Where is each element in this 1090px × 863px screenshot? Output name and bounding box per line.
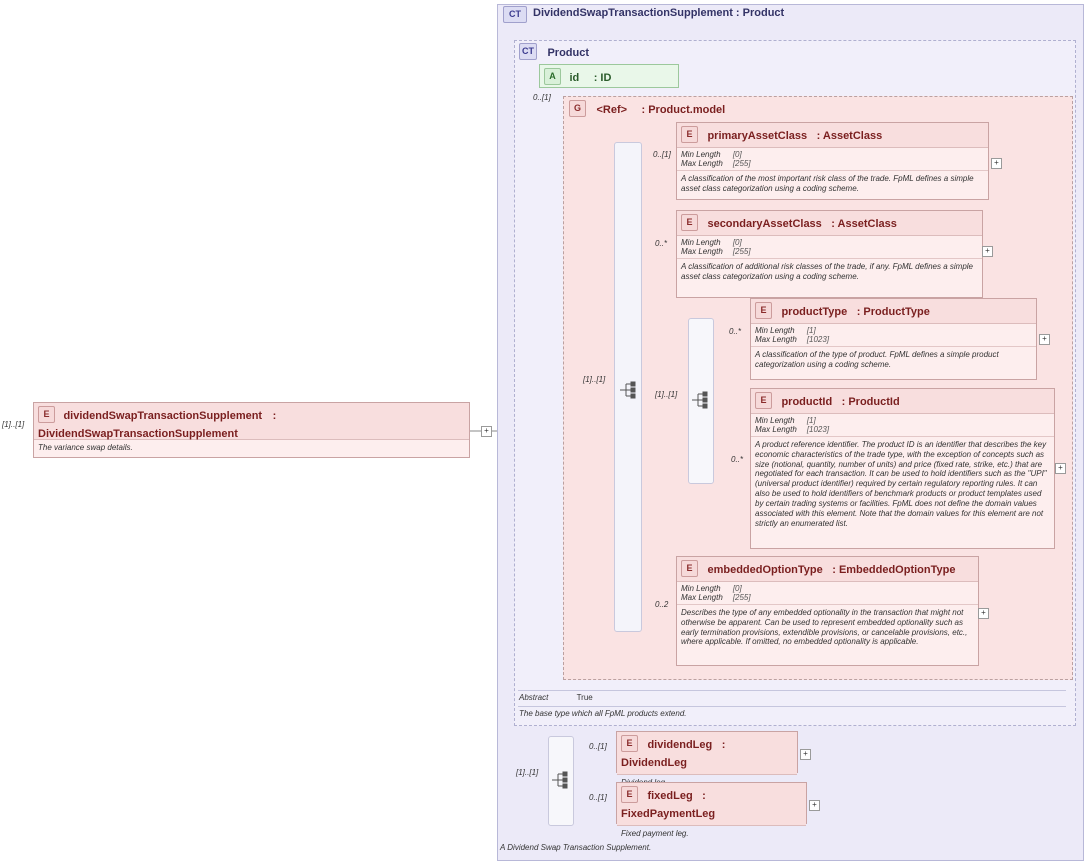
- element-productType[interactable]: [750, 298, 1037, 380]
- element-fixedLeg[interactable]: [616, 782, 807, 838]
- abstract-row: [519, 693, 593, 702]
- element-type: : ProductType: [856, 306, 930, 318]
- element-cardinality: 0..*: [655, 239, 668, 248]
- root-element-desc: The variance swap details.: [38, 443, 133, 452]
- element-name: embeddedOptionType: [707, 564, 823, 576]
- facet-value: [1]: [806, 326, 816, 335]
- element-embeddedOptionType[interactable]: [676, 556, 979, 666]
- element-icon: E: [755, 392, 772, 409]
- facet-value: [255]: [732, 247, 751, 256]
- facet-label: Min Length: [681, 238, 721, 247]
- element-icon: E: [621, 735, 638, 752]
- root-element-type: : DividendSwapTransactionSupplement: [38, 410, 277, 440]
- facet-label: Max Length: [681, 247, 723, 256]
- element-cardinality: 0..*: [729, 327, 742, 336]
- element-name: dividendLeg: [647, 739, 713, 751]
- product-complextype-title: Product: [547, 47, 590, 59]
- element-desc: A classification of additional risk classes of the trade, if any. FpML defines a simple asset class categorization using a coding scheme.: [681, 262, 973, 281]
- element-desc: Describes the type of any embedded optionality in the transaction that might not otherwise be apparent. Can be used to represent embedded optionality such as early termination provisions, extendible provisions, or cancelable provisions, etc., where applicable. If omitted, no embedded optionality is applicable.: [681, 608, 968, 647]
- element-cardinality: 0..[1]: [589, 793, 607, 802]
- expand-dividendLeg-button[interactable]: +: [800, 749, 811, 760]
- facet-value: [1023]: [806, 425, 830, 434]
- facet-value: [0]: [732, 238, 742, 247]
- element-icon: E: [681, 214, 698, 231]
- outer-complextype-title: DividendSwapTransactionSupplement : Product: [533, 7, 785, 19]
- product-complextype-header: [519, 43, 589, 61]
- facet-value: [1]: [806, 416, 816, 425]
- facet-value: [1023]: [806, 335, 830, 344]
- element-type: : EmbeddedOptionType: [832, 564, 956, 576]
- facet-value: [255]: [732, 593, 751, 602]
- abstract-value: True: [576, 693, 593, 702]
- facet-value: [255]: [732, 159, 751, 168]
- id-attribute-name: id: [569, 72, 580, 84]
- facet-label: Max Length: [755, 335, 797, 344]
- expand-root-button[interactable]: +: [481, 426, 492, 437]
- facet-label: Min Length: [681, 584, 721, 593]
- facet-value: [0]: [732, 150, 742, 159]
- inner-sequence-cardinality: [1]..[1]: [655, 390, 678, 399]
- facet-label: Min Length: [755, 416, 795, 425]
- element-dividendLeg[interactable]: [616, 731, 798, 773]
- element-name: productId: [781, 396, 833, 408]
- element-name: primaryAssetClass: [707, 130, 808, 142]
- expand-embeddedOptionType-button[interactable]: +: [978, 608, 989, 619]
- facet-value: [0]: [732, 584, 742, 593]
- element-cardinality: 0..[1]: [653, 150, 671, 159]
- element-cardinality: 0..[1]: [589, 742, 607, 751]
- element-type: : ProductId: [841, 396, 900, 408]
- ref-group-type: : Product.model: [641, 104, 726, 116]
- facet-label: Min Length: [681, 150, 721, 159]
- outer-complextype-header: [503, 6, 785, 24]
- facet-label: Max Length: [681, 593, 723, 602]
- abstract-label: Abstract: [519, 693, 549, 702]
- sequence-icon: [550, 770, 580, 790]
- abstract-divider: [518, 690, 1066, 691]
- element-desc: A product reference identifier. The product ID is an identifier that describes the key economic characteristics of the trade type, with the exception of concepts such as size (notional, quantity, number of units) and price (fixed rate, strike, etc.) that are negotiated for each transaction. It can be used to hold identifiers such as the "UPI" (universal product identifier) required by certain regulatory reporting rules. It can also be used to hold identifiers of benchmark products or product templates used by certain trading systems or facilities. FpML does not define the domain values associated with this element. Note that the domain values for this element are not strictly an enumerated list.: [755, 440, 1047, 528]
- element-productId[interactable]: [750, 388, 1055, 549]
- element-desc: Fixed payment leg.: [621, 829, 689, 838]
- outer-complextype-footer: A Dividend Swap Transaction Supplement.: [500, 843, 652, 852]
- product-complextype-footer: The base type which all FpML products extend.: [519, 709, 687, 718]
- id-attribute-type: : ID: [593, 72, 612, 84]
- element-type: : AssetClass: [831, 218, 897, 230]
- legs-sequence-cardinality: [1]..[1]: [516, 768, 539, 777]
- root-element-name: dividendSwapTransactionSupplement: [63, 410, 263, 422]
- root-cardinality: [1]..[1]: [2, 420, 25, 429]
- group-icon: G: [569, 100, 586, 117]
- element-icon: E: [38, 406, 55, 423]
- abstract-divider-2: [518, 706, 1066, 707]
- attribute-icon: A: [544, 68, 561, 85]
- expand-fixedLeg-button[interactable]: +: [809, 800, 820, 811]
- model-sequence-cardinality: [1]..[1]: [583, 375, 606, 384]
- element-name: productType: [781, 306, 848, 318]
- element-primaryAssetClass[interactable]: [676, 122, 989, 200]
- element-icon: E: [681, 560, 698, 577]
- element-icon: E: [621, 786, 638, 803]
- element-type: : DividendLeg: [621, 739, 726, 769]
- id-attribute-box[interactable]: [539, 64, 679, 88]
- facet-label: Max Length: [681, 159, 723, 168]
- element-type: : AssetClass: [816, 130, 883, 142]
- ref-group-header: [569, 100, 725, 118]
- element-cardinality: 0..*: [731, 455, 744, 464]
- element-type: : FixedPaymentLeg: [621, 790, 716, 820]
- expand-primaryAssetClass-button[interactable]: +: [991, 158, 1002, 169]
- element-desc: A classification of the type of product. FpML defines a simple product categorization using a coding scheme.: [755, 350, 999, 369]
- element-secondaryAssetClass[interactable]: [676, 210, 983, 298]
- element-cardinality: 0..2: [655, 600, 669, 609]
- element-icon: E: [755, 302, 772, 319]
- sequence-icon: [690, 390, 720, 410]
- expand-productType-button[interactable]: +: [1039, 334, 1050, 345]
- id-attribute-cardinality: 0..[1]: [533, 93, 551, 102]
- element-desc: A classification of the most important risk class of the trade. FpML defines a simple asset class categorization using a coding scheme.: [681, 174, 974, 193]
- element-name: fixedLeg: [647, 790, 693, 802]
- ref-group-name: <Ref>: [596, 104, 628, 116]
- facet-label: Max Length: [755, 425, 797, 434]
- expand-productId-button[interactable]: +: [1055, 463, 1066, 474]
- complextype-icon: CT: [519, 43, 537, 60]
- element-icon: E: [681, 126, 698, 143]
- expand-secondaryAssetClass-button[interactable]: +: [982, 246, 993, 257]
- root-element-box[interactable]: [33, 402, 470, 458]
- element-name: secondaryAssetClass: [707, 218, 822, 230]
- complextype-icon: CT: [503, 6, 527, 23]
- facet-label: Min Length: [755, 326, 795, 335]
- sequence-icon: [618, 380, 648, 400]
